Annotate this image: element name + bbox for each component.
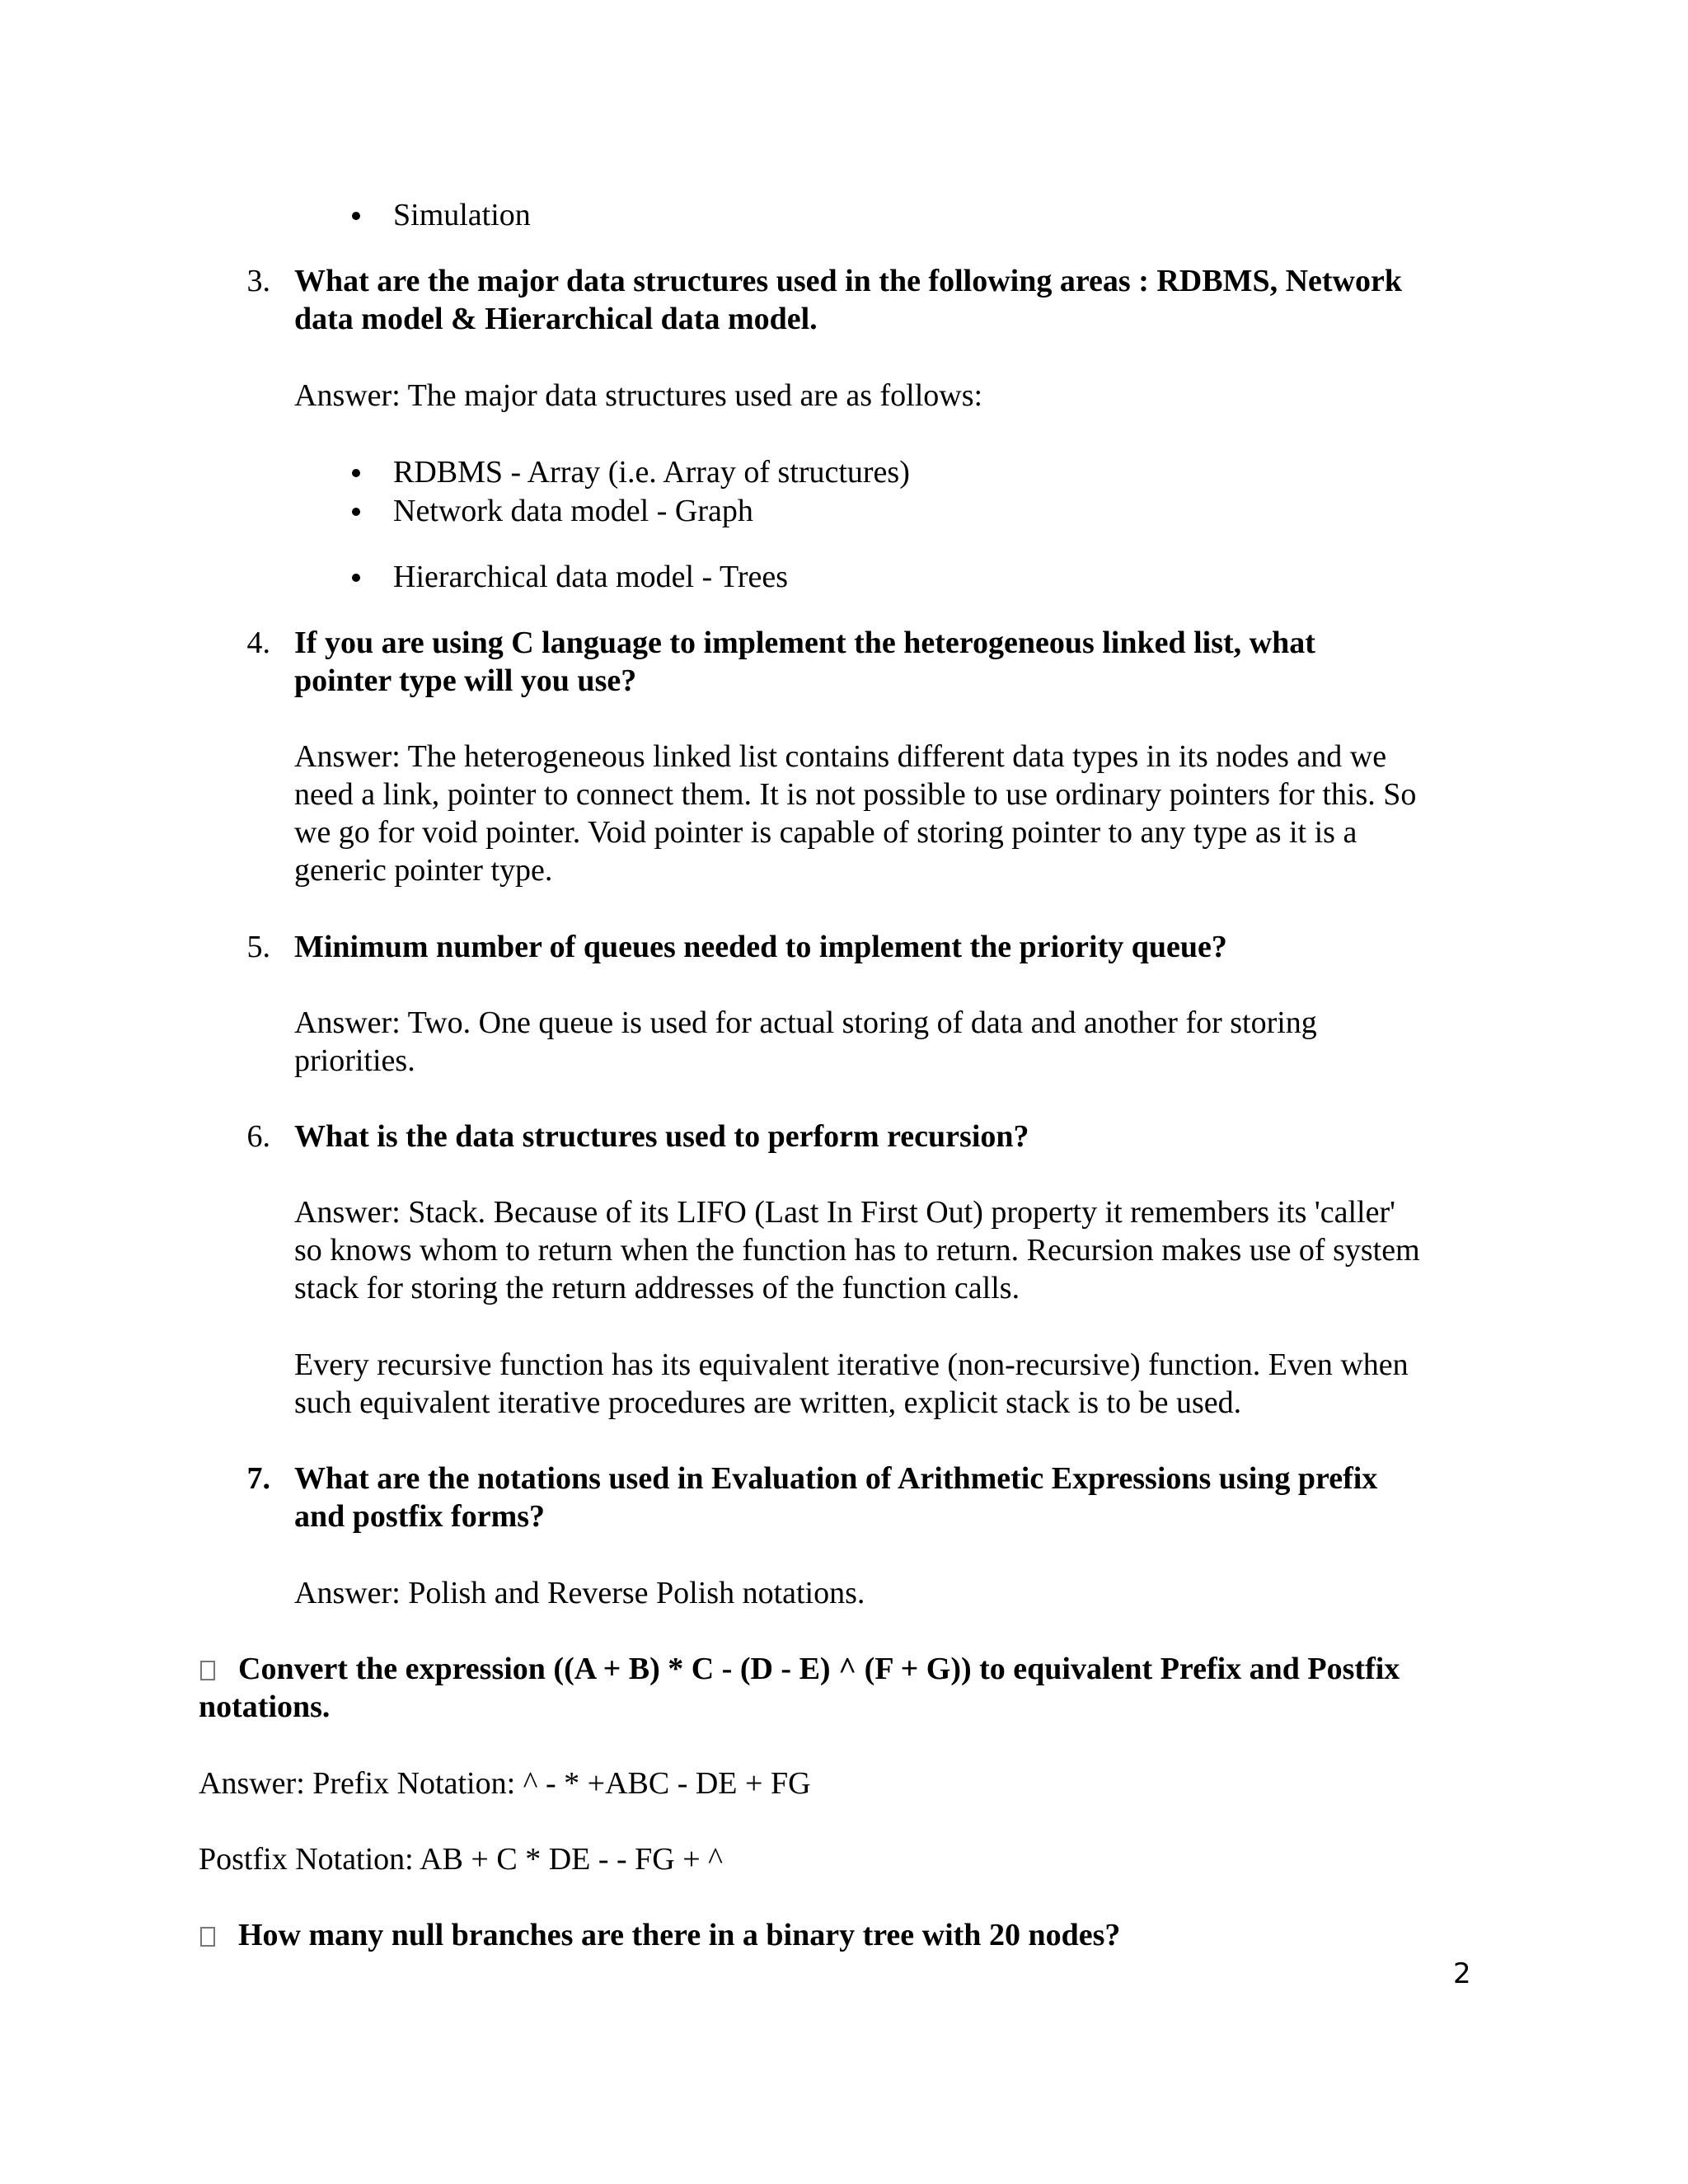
q5-question: Minimum number of queues needed to implement the priority queue? [294,930,1227,964]
missing-glyph-box-icon [200,1661,215,1680]
q8-question-line1 [200,1650,1400,1688]
q3-question-line1: What are the major data structures used in the following areas : RDBMS, Network [294,264,1402,298]
q7-answer: Answer: Polish and Reverse Polish notations. [294,1576,865,1610]
q9-question-line [200,1916,1120,1954]
q3-bullet-network: Network data model - Graph [393,494,753,528]
q6-answer-line3: stack for storing the return addresses of the function calls. [294,1271,1020,1305]
q8-question-text: Convert the expression ((A + B) * C - (D - E) ^ (F + G)) to equivalent Prefix and Postfix [238,1652,1400,1686]
q3-answer: Answer: The major data structures used are as follows: [294,378,983,413]
q4-question-line2: pointer type will you use? [294,663,637,698]
q3-question-line2: data model & Hierarchical data model. [294,302,818,336]
q4-answer-line1: Answer: The heterogeneous linked list contains different data types in its nodes and we [294,739,1387,774]
bullet-dot [352,212,360,220]
q3-bullet-hierarchical: Hierarchical data model - Trees [393,560,789,594]
q8-answer-prefix: Answer: Prefix Notation: ^ - * +ABC - DE + FG [199,1766,811,1801]
q8-answer-postfix: Postfix Notation: AB + C * DE - - FG + ^ [199,1842,723,1877]
bullet-dot [352,469,360,477]
q3-bullet-rdbms: RDBMS - Array (i.e. Array of structures) [393,455,910,490]
q5-answer-line2: priorities. [294,1043,415,1078]
q7-number: 7. [246,1461,270,1496]
q6-extra-line1: Every recursive function has its equivalent iterative (non-recursive) function. Even when [294,1347,1409,1382]
q6-number: 6. [246,1119,270,1154]
bullet-dot [352,508,360,516]
q4-answer-line2: need a link, pointer to connect them. It is not possible to use ordinary pointers for this. So [294,777,1417,812]
q4-answer-line4: generic pointer type. [294,853,553,888]
q9-question-text: How many null branches are there in a binary tree with 20 nodes? [238,1918,1121,1952]
q3-number: 3. [246,264,270,298]
q7-question-line1: What are the notations used in Evaluation of Arithmetic Expressions using prefix [294,1461,1378,1496]
bullet-dot [352,574,360,582]
q6-answer-line2: so knows whom to return when the function has to return. Recursion makes use of system [294,1233,1420,1268]
bullet-simulation: Simulation [393,198,531,232]
q4-answer-line3: we go for void pointer. Void pointer is capable of storing pointer to any type as it is a [294,815,1357,850]
q6-question: What is the data structures used to perform recursion? [294,1119,1029,1154]
missing-glyph-box-icon [200,1927,215,1947]
q4-question-line1: If you are using C language to implement the heterogeneous linked list, what [294,626,1315,660]
q5-answer-line1: Answer: Two. One queue is used for actual storing of data and another for storing [294,1005,1317,1040]
q4-number: 4. [246,626,270,660]
q5-number: 5. [246,930,270,964]
page-number: 2 [1453,1957,1471,1990]
q7-question-line2: and postfix forms? [294,1499,546,1534]
q6-extra-line2: such equivalent iterative procedures are written, explicit stack is to be used. [294,1385,1242,1420]
q8-question-line2: notations. [199,1690,331,1724]
q6-answer-line1: Answer: Stack. Because of its LIFO (Last In First Out) property it remembers its 'caller' [294,1195,1395,1230]
